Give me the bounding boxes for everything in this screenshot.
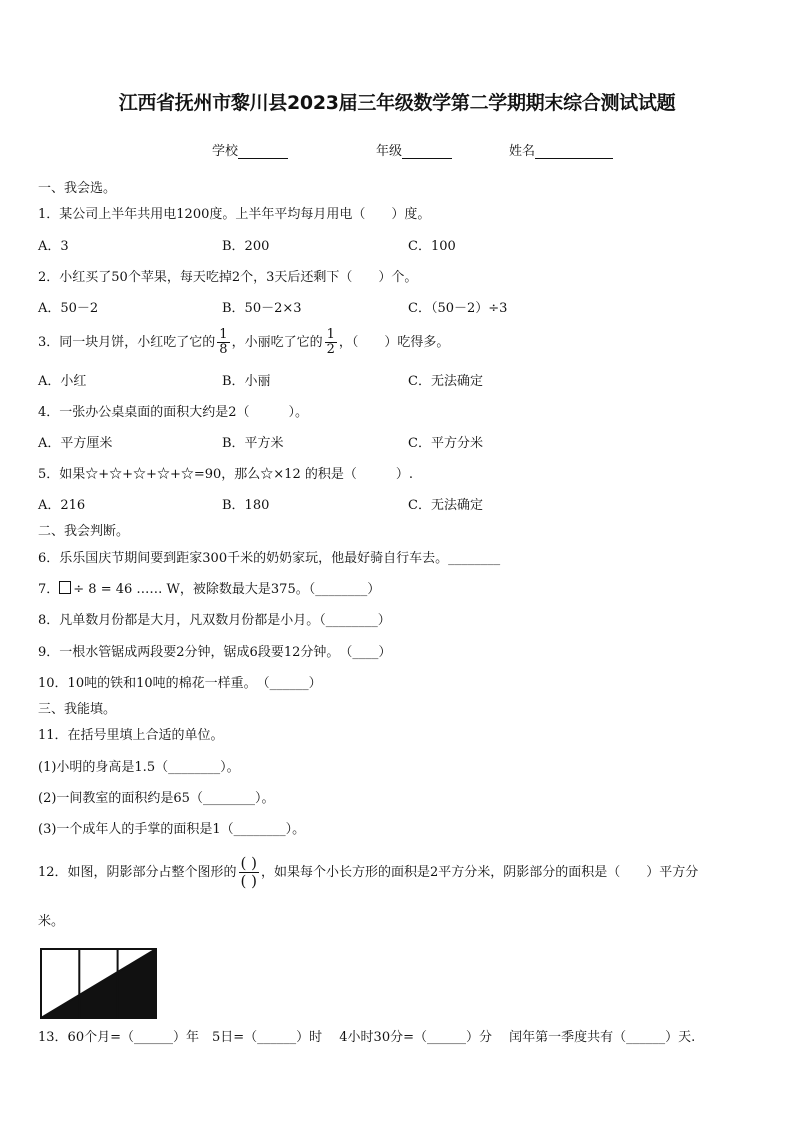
name-field: [509, 140, 613, 159]
q5-option-b[interactable]: B．180: [222, 498, 270, 513]
q3-frac2-denominator: 2: [326, 342, 335, 357]
question-11-part-1: (1)小明的身高是1.5（________）。: [38, 760, 240, 775]
q12-frac-numerator: ( ): [240, 854, 258, 872]
blank-box-icon: [59, 581, 71, 594]
q2-option-c[interactable]: C．（50－2）÷3: [408, 301, 508, 316]
q3-frac1-denominator: 8: [219, 342, 228, 357]
q7-number: 7．: [38, 582, 60, 597]
shaded-rectangle-figure: [40, 948, 158, 1020]
q12-frac-denominator: ( ): [240, 872, 258, 890]
q3-text-pre: 3．同一块月饼，小红吃了它的: [38, 335, 216, 350]
question-7: [38, 581, 380, 599]
name-blank[interactable]: [535, 144, 613, 159]
page-title: 江西省抚州市黎川县2023届三年级数学第二学期期末综合测试试题: [118, 92, 676, 114]
q3-frac1-numerator: 1: [219, 327, 228, 342]
question-11: 11．在括号里填上合适的单位。: [38, 728, 224, 743]
question-3: [38, 328, 449, 357]
q3-option-a[interactable]: A．小红: [38, 374, 87, 389]
name-label: 姓名: [509, 144, 536, 159]
grade-field: [376, 140, 452, 159]
q3-fraction-1: [217, 328, 229, 357]
q1-option-a[interactable]: A．3: [38, 239, 69, 254]
q5-option-c[interactable]: C．无法确定: [408, 498, 483, 513]
q3-text-mid: ，小丽吃了它的: [231, 335, 323, 350]
question-8: 8．凡单数月份都是大月，凡双数月份都是小月。（________）: [38, 613, 391, 628]
q2-option-b[interactable]: B．50－2×3: [222, 301, 302, 316]
q4-option-a[interactable]: A．平方厘米: [38, 436, 113, 451]
school-label: 学校: [212, 144, 239, 159]
q7-text: ÷ 8 = 46 …… W，被除数最大是375。（________）: [73, 582, 381, 597]
section-heading-3: 三、我能填。: [38, 702, 117, 717]
q3-fraction-2: [325, 328, 337, 357]
question-13: 13．60个月=（______）年 5日=（______）时 4小时30分=（______）分 闰年第一季度共有（______）天.: [38, 1030, 696, 1045]
question-6: 6．乐乐国庆节期间要到距家300千米的奶奶家玩，他最好骑自行车去。________: [38, 551, 501, 566]
q12-fraction-blank[interactable]: [239, 855, 259, 890]
school-field: [212, 140, 288, 159]
question-11-part-3: (3)一个成年人的手掌的面积是1（________）。: [38, 822, 306, 837]
q3-option-b[interactable]: B．小丽: [222, 374, 271, 389]
grade-blank[interactable]: [402, 144, 452, 159]
q5-option-a[interactable]: A．216: [38, 498, 86, 513]
q3-option-c[interactable]: C．无法确定: [408, 374, 483, 389]
q1-option-c[interactable]: C．100: [408, 239, 456, 254]
grade-label: 年级: [376, 144, 403, 159]
q4-option-b[interactable]: B．平方米: [222, 436, 284, 451]
question-5: 5．如果☆+☆+☆+☆+☆=90，那么☆×12 的积是（ ）.: [38, 467, 413, 482]
question-9: 9．一根水管锯成两段要2分钟，锯成6段要12分钟。 （____）: [38, 645, 392, 660]
q4-option-c[interactable]: C．平方分米: [408, 436, 483, 451]
question-4: 4．一张办公桌桌面的面积大约是2（ ）。: [38, 405, 309, 420]
question-12: [38, 855, 698, 890]
q3-frac2-numerator: 1: [326, 327, 335, 342]
q12-text-post: ，如果每个小长方形的面积是2平方分米，阴影部分的面积是（ ）平方分: [261, 865, 699, 880]
section-heading-1: 一、我会选。: [38, 181, 117, 196]
question-1: 1．某公司上半年共用电1200度。上半年平均每月用电（ ）度。: [38, 207, 431, 222]
q1-option-b[interactable]: B．200: [222, 239, 270, 254]
section-heading-2: 二、我会判断。: [38, 524, 130, 539]
question-12-continued: 米。: [38, 914, 65, 929]
question-10: 10．10吨的铁和10吨的棉花一样重。 （______）: [38, 676, 322, 691]
q3-text-post: ，（ ）吃得多。: [338, 335, 450, 350]
question-11-part-2: (2)一间教室的面积约是65（________）。: [38, 791, 275, 806]
q12-text-pre: 12．如图，阴影部分占整个图形的: [38, 865, 237, 880]
school-blank[interactable]: [238, 144, 288, 159]
question-2: 2．小红买了50个苹果，每天吃掉2个，3天后还剩下（ ）个。: [38, 270, 418, 285]
q2-option-a[interactable]: A．50－2: [38, 301, 99, 316]
